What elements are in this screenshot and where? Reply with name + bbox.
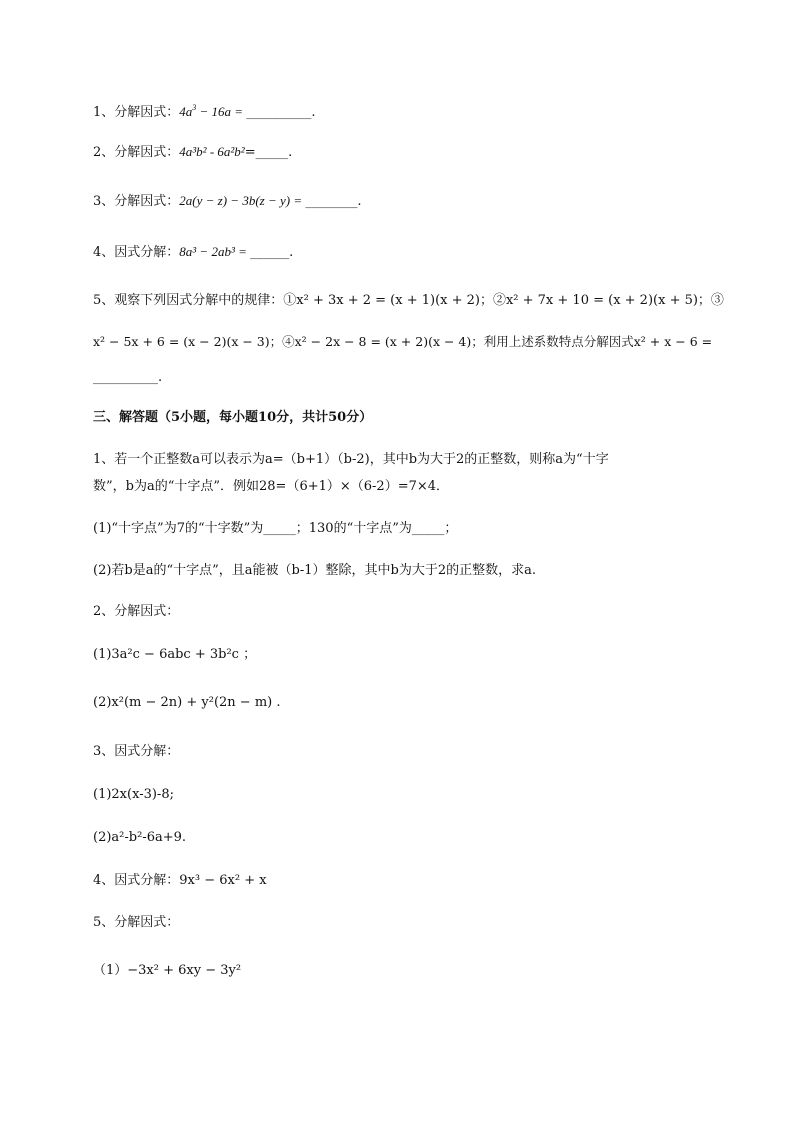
answer-blank: __________ [246,105,312,120]
problem-3-title: 3、因式分解： [93,744,180,759]
math-expression: $4a^3 - 16a$ = [179,103,247,119]
fill-question-3: 3、分解因式：2a(y − z) − 3b(z − y) = ________. [93,193,362,209]
answer-blank: ________ [305,194,358,209]
question-prefix: 1、分解因式： [93,105,180,120]
problem-5-part-1: （1）−3x² + 6xy − 3y² [93,963,242,978]
problem-4-title: 4、因式分解：9x³ − 6x² + x [93,873,267,888]
problem-1-line-2: 数”，b为a的“十字点”．例如28=（6+1）×（6-2）=7×4． [93,479,450,494]
problem-2-part-2: (2)x²(m − 2n) + y²(2n − m) . [93,695,281,710]
fill-question-2: 2、分解因式：4a³b² - 6a²b²=_____. [93,144,293,160]
section-heading: 三、解答题（5小题，每小题10分，共计50分） [93,410,373,425]
question-prefix: 4、因式分解： [93,245,180,260]
problem-5-title: 5、分解因式： [93,915,180,930]
problem-3-part-1: (1)2x(x-3)-8; [93,787,174,802]
fill-question-5-line-1: 5、观察下列因式分解中的规律：①x² + 3x + 2 = (x + 1)(x + 2)；②x² + 7x + 10 = (x + 2)(x + 5)；③ [93,293,724,308]
question-prefix: 2、分解因式： [93,145,180,160]
question-prefix: 3、分解因式： [93,194,180,209]
answer-blank: ______ [250,245,290,260]
fill-question-5-line-3: __________. [93,370,163,385]
problem-1-line-1: 1、若一个正整数a可以表示为a=（b+1）（b-2)，其中b为大于2的正整数，则称a为“十字 [93,452,609,467]
problem-3-part-2: (2)a²-b²-6a+9. [93,830,187,845]
problem-2-title: 2、分解因式： [93,604,180,619]
answer-blank: =_____ [244,145,289,160]
math-expression: 2a(y − z) − 3b(z − y) = [179,193,306,208]
math-expression: 8a³ − 2ab³ = [179,244,251,259]
fill-question-5-line-2: x² − 5x + 6 = (x − 2)(x − 3)；④x² − 2x − 8 = (x + 2)(x − 4)；利用上述系数特点分解因式x² + x − 6 = [93,334,713,349]
fill-question-4: 4、因式分解：8a³ − 2ab³ = ______. [93,244,294,260]
math-expression: 4a³b² - 6a²b² [179,144,245,159]
fill-question-1: 1、分解因式：$4a^3 - 16a$ = __________. [93,103,316,120]
problem-2-part-1: (1)3a²c − 6abc + 3b²c ； [93,647,257,662]
problem-1-part-1: (1)“十字点”为7的“十字数”为_____；130的“十字点”为_____； [93,521,458,536]
problem-1-part-2: (2)若b是a的“十字点”，且a能被（b-1）整除，其中b为大于2的正整数，求a. [93,563,536,578]
